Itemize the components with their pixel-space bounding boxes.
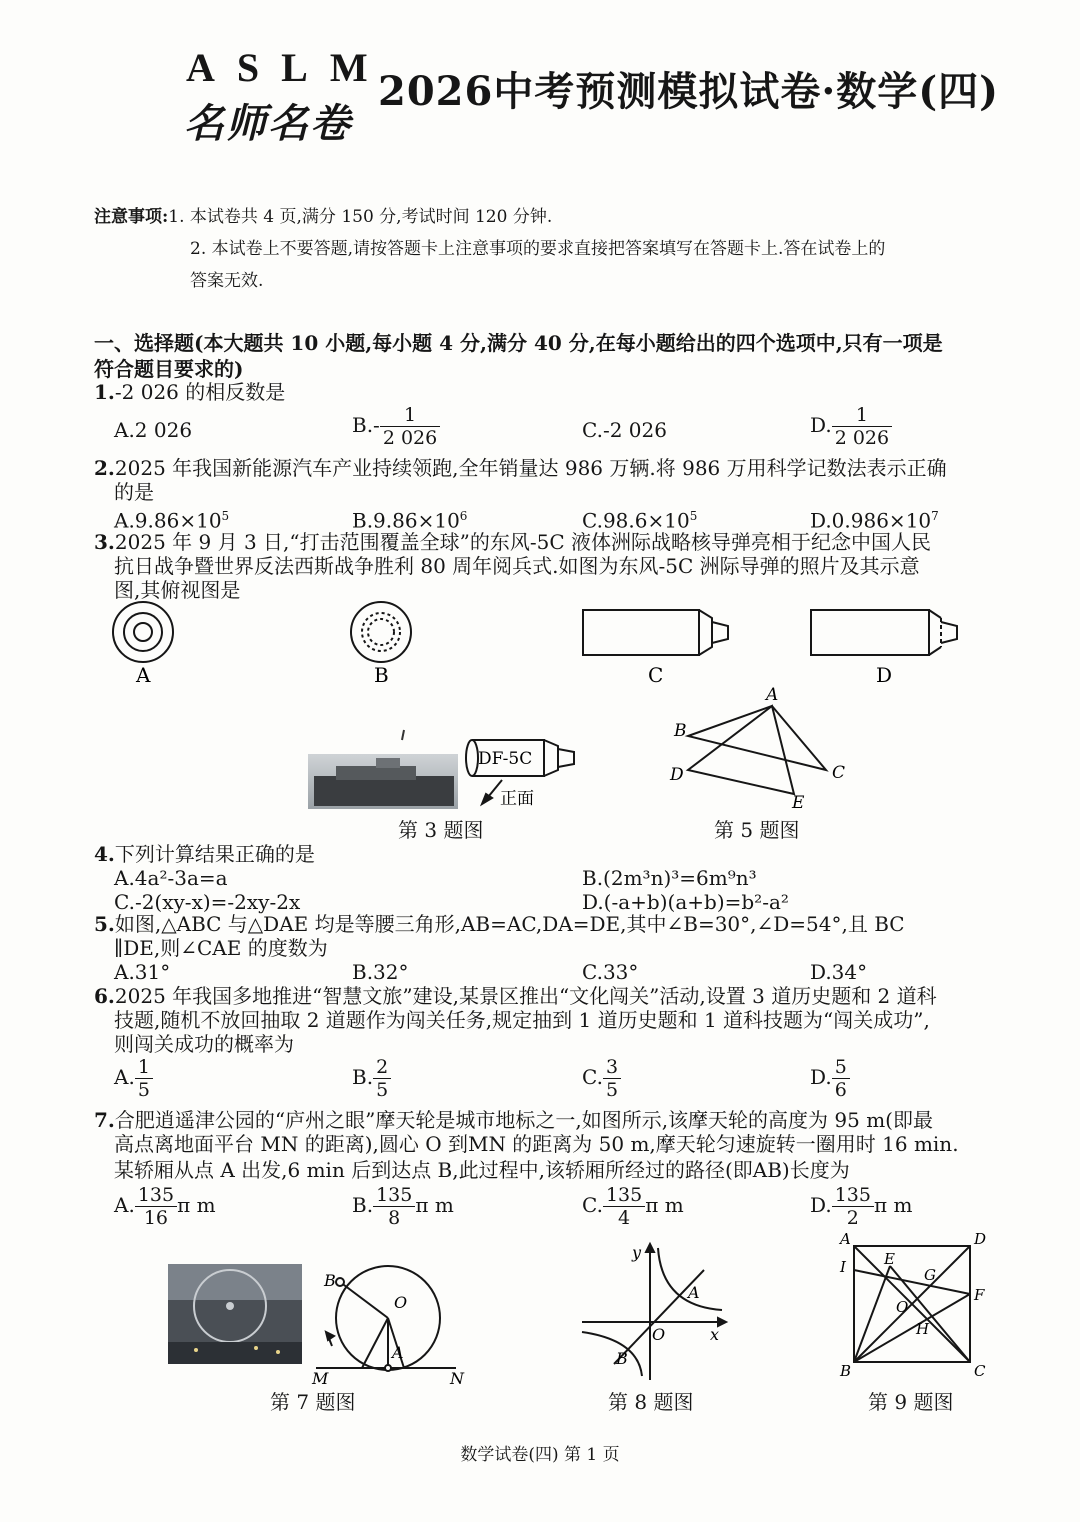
q3-stem-1 [94,530,931,554]
q7-c-den: 4 [603,1206,645,1229]
q7-d-fraction [832,1184,874,1229]
q2-text-1: 2025 年我国新能源汽车产业持续领跑,全年销量达 986 万辆.将 986 万用科学记数法表示正确 [114,456,947,480]
fig5-label-c: C [832,763,846,783]
q7-b-num: 135 [376,1184,413,1206]
notes-text-1: 1. 本试卷共 4 页,满分 150 分,考试时间 120 分钟. [168,207,553,227]
q2-a-base: A.9.86×10 [114,508,222,533]
fig8-curves [582,1248,722,1376]
fig7-label-b: B [324,1271,336,1290]
q1-option-d [810,404,892,449]
q1-text: -2 026 的相反数是 [114,380,286,404]
q2-number: 2. [94,456,115,480]
fig9-label-f: F [974,1286,985,1304]
q7-text-1: 合肥逍遥津公园的“庐州之眼”摩天轮是城市地标之一,如图所示,该摩天轮的高度为 95 m(即最 [114,1108,933,1132]
fig5-label-a: A [766,685,779,705]
q6-a-prefix: A. [114,1065,135,1089]
fig9-label-i: I [840,1258,846,1276]
q5-option-a: A.31° [114,960,171,984]
q2-c-exp: 5 [689,509,698,523]
q2-stem-1 [94,456,947,480]
page-title: 2026中考预测模拟试卷·数学(四) [378,68,1000,115]
q6-option-b [352,1056,391,1101]
q7-d-den: 2 [832,1206,874,1229]
fig8-label-o: O [652,1325,666,1344]
q3-option-a-label: A [136,663,151,687]
q1-d-prefix: D. [810,413,832,437]
q3-text-1: 2025 年 9 月 3 日,“打击范围覆盖全球”的东风-5C 液体洲际战略核导弹亮相于纪念中国人民 [114,530,931,554]
q3-option-b-label: B [374,663,389,687]
q3-option-c-label: C [648,663,664,687]
q1-b-prefix: B.- [352,413,380,437]
q3-option-b-figure [351,602,411,662]
q7-option-c [582,1184,684,1229]
ferris-wheel-photo [168,1264,302,1364]
q7-b-fraction [373,1184,415,1229]
q3-option-a-figure [113,602,173,662]
q7-stem-1 [94,1108,933,1132]
q2-b-base: B.9.86×10 [352,508,460,533]
q6-text-1: 2025 年我国多地推进“智慧文旅”建设,某景区推出“文化闯关”活动,设置 3 道历史题和 2 道科 [114,984,937,1008]
q2-c-base: C.98.6×10 [582,508,690,533]
fig7-figure [166,1238,476,1388]
q6-d-num: 5 [834,1056,847,1078]
q6-option-a [114,1056,153,1101]
q7-number: 7. [94,1108,115,1132]
q7-a-prefix: A. [114,1193,135,1217]
q7-d-num: 135 [834,1184,871,1206]
q4-option-a: A.4a²-3a=a [114,866,228,890]
fig7-diagram [316,1266,456,1371]
section-heading-2: 符合题目要求的) [94,357,244,381]
fig8-label-y: y [632,1243,642,1262]
fig9-caption: 第 9 题图 [868,1390,954,1414]
fig7-label-m: M [312,1369,329,1388]
fig5-caption: 第 5 题图 [714,818,800,842]
q6-d-prefix: D. [810,1065,832,1089]
logo-cn: 名师名卷 [184,100,352,147]
fig9-label-a: A [840,1230,851,1248]
logo-en: ASLM [186,45,390,90]
q1-option-b [352,404,440,449]
fig8-diagram [576,1236,732,1386]
q5-option-b: B.32° [352,960,409,984]
fig8-label-b: B [616,1349,628,1368]
fig8-axes [582,1244,726,1380]
q6-option-d [810,1056,850,1101]
fig9-label-d: D [974,1230,987,1248]
q1-stem [94,380,285,404]
fig8-label-x: x [710,1325,720,1344]
q7-a-suffix: π m [177,1193,216,1217]
fig8-caption: 第 8 题图 [608,1390,694,1414]
q4-stem [94,842,315,866]
q7-a-num: 135 [137,1184,175,1206]
q5-option-c: C.33° [582,960,639,984]
q1-d-den: 2 026 [832,426,892,449]
fig9-label-h: H [916,1320,930,1338]
q3-stem-2: 抗日战争暨世界反法西斯战争胜利 80 周年阅兵式.如图为东风-5C 洲际导弹的照片及其示意 [114,554,920,578]
q5-text-1: 如图,△ABC 与△DAE 均是等腰三角形,AB=AC,DA=DE,其中∠B=30°,∠D=54°,且 BC [114,912,905,936]
q7-d-suffix: π m [873,1193,913,1217]
fig7-label-o: O [394,1293,408,1312]
q7-c-suffix: π m [645,1193,684,1217]
q7-a-fraction [135,1184,177,1229]
q4-number: 4. [94,842,115,866]
notes-line1 [94,202,552,227]
page-footer: 数学试卷(四) 第 1 页 [460,1445,620,1465]
q1-b-fraction [380,404,440,449]
fig7-label-a: A [392,1343,404,1362]
fig5-diagram [666,684,866,814]
q1-b-den: 2 026 [380,426,440,449]
q2-option-b [352,504,467,533]
q6-a-num: 1 [137,1056,150,1078]
fig7-label-n: N [450,1369,464,1388]
fig7-caption: 第 7 题图 [270,1390,356,1414]
q2-stem-2: 的是 [114,480,154,504]
q2-option-c [582,504,697,533]
q7-c-fraction [603,1184,645,1229]
q1-option-c: C.-2 026 [582,418,667,442]
q6-d-den: 6 [832,1078,850,1101]
q2-option-d [810,504,939,533]
q6-stem-1 [94,984,937,1008]
q3-option-d-figure [811,610,957,655]
q7-a-den: 16 [135,1206,177,1229]
missile-label: DF-5C [478,749,533,769]
front-label: 正面 [500,789,534,809]
q6-c-num: 3 [605,1056,619,1078]
q7-option-d [810,1184,912,1229]
missile-parade-photo [308,730,458,809]
q6-d-fraction [832,1056,850,1101]
notes-label: 注意事项: [94,207,169,227]
q2-d-base: D.0.986×10 [810,508,932,533]
q7-c-prefix: C. [582,1193,603,1217]
q6-a-fraction [135,1056,153,1101]
q7-c-num: 135 [605,1184,643,1206]
q6-c-prefix: C. [582,1065,603,1089]
q3-stem-3: 图,其俯视图是 [114,578,241,602]
q3-figure [306,724,596,814]
fig5-label-d: D [670,765,684,785]
q7-b-den: 8 [373,1206,415,1229]
q1-b-num: 1 [403,404,417,426]
fig9-label-g: G [924,1266,936,1284]
q3-number: 3. [94,530,115,554]
fig9-label-b: B [840,1362,852,1380]
q6-b-fraction [373,1056,391,1101]
q4-option-d: D.(-a+b)(a+b)=b²-a² [582,890,789,914]
fig9-lines [854,1246,970,1362]
q6-b-den: 5 [373,1078,391,1101]
q2-a-exp: 5 [221,509,230,523]
fig9-label-c: C [974,1362,986,1380]
fig3-caption: 第 3 题图 [398,818,484,842]
fig8-label-a: A [688,1283,700,1302]
fig5-label-b: B [674,721,687,741]
q5-stem-2: ∥DE,则∠CAE 的度数为 [114,936,328,960]
notes-line2: 2. 本试卷上不要答题,请按答题卡上注意事项的要求直接把答案填写在答题卡上.答在试卷上的 [190,239,886,259]
q1-option-a: A.2 026 [114,418,193,442]
notes-line3: 答案无效. [190,271,264,291]
q2-option-a [114,504,229,533]
q7-d-prefix: D. [810,1193,832,1217]
q3-option-d-label: D [876,663,893,687]
fig9-label-o: O [896,1298,909,1316]
q1-d-num: 1 [855,404,868,426]
q1-number: 1. [94,380,115,404]
fig5-label-e: E [792,793,805,813]
q7-stem-3: 某轿厢从点 A 出发,6 min 后到达点 B,此过程中,该轿厢所经过的路径(即AB)长度为 [114,1158,850,1182]
q3-option-c-figure [583,610,728,655]
q6-c-fraction [603,1056,621,1101]
q7-stem-2: 高点离地面平台 MN 的距离),圆心 O 到MN 的距离为 50 m,摩天轮匀速旋转一圈用时 16 min. [114,1132,959,1156]
q6-stem-2: 技题,随机不放回抽取 2 道题作为闯关任务,规定抽到 1 道历史题和 1 道科技题为“闯关成功”, [114,1008,930,1032]
q4-option-b: B.(2m³n)³=6m⁹n³ [582,866,757,890]
q6-b-prefix: B. [352,1065,374,1089]
q7-option-a [114,1184,216,1229]
q2-d-exp: 7 [931,509,939,523]
fig5-lines [688,706,826,794]
fig9-label-e: E [884,1250,895,1268]
q7-b-suffix: π m [415,1193,454,1217]
q5-stem-1 [94,912,905,936]
q1-d-fraction [832,404,892,449]
q5-number: 5. [94,912,115,936]
q5-option-d: D.34° [810,960,868,984]
fig9-diagram [834,1230,996,1386]
q7-b-prefix: B. [352,1193,374,1217]
q6-option-c [582,1056,621,1101]
q4-option-c: C.-2(xy-x)=-2xy-2x [114,890,301,914]
section-heading-1: 一、选择题(本大题共 10 小题,每小题 4 分,满分 40 分,在每小题给出的四个选项中,只有一项是 [94,331,943,355]
q2-b-exp: 6 [459,509,468,523]
q6-c-den: 5 [603,1078,621,1101]
q6-number: 6. [94,984,115,1008]
q6-stem-3: 则闯关成功的概率为 [114,1032,294,1056]
q6-b-num: 2 [376,1056,389,1078]
q6-a-den: 5 [135,1078,153,1101]
q7-option-b [352,1184,454,1229]
q4-text: 下列计算结果正确的是 [114,842,315,866]
